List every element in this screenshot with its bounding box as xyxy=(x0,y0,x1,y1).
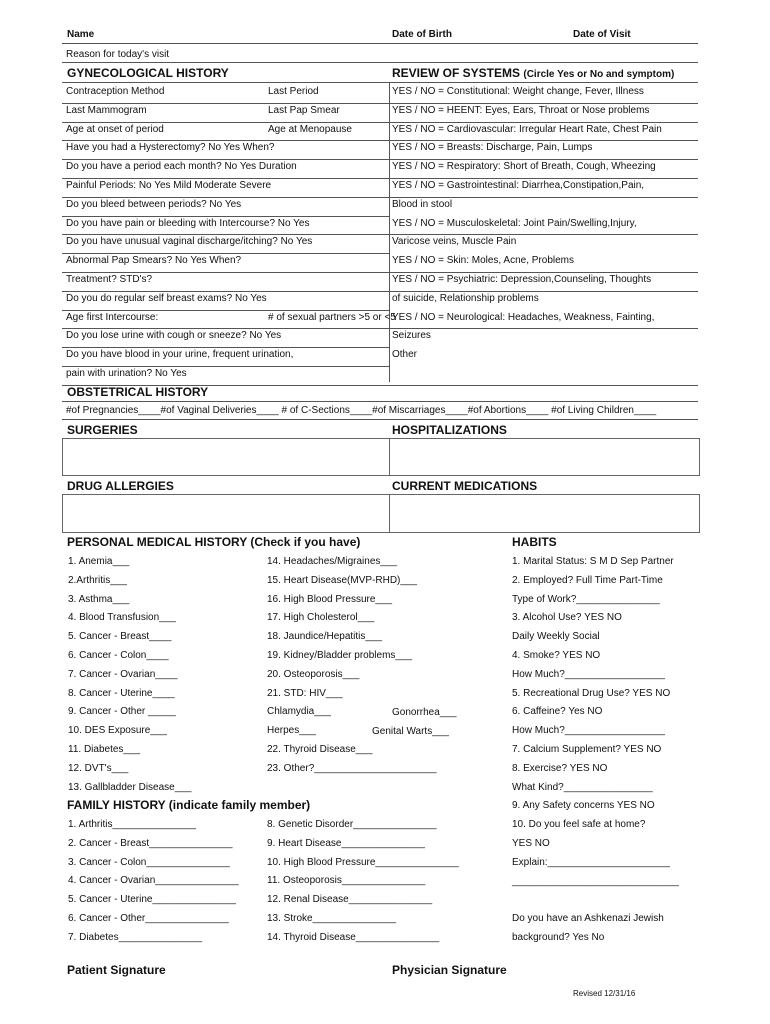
habits-item[interactable]: 10. Do you feel safe at home? xyxy=(512,819,646,831)
gyn-row[interactable]: Age first Intercourse: xyxy=(66,311,159,323)
row-divider xyxy=(62,216,389,217)
family-item[interactable]: 10. High Blood Pressure_______________ xyxy=(267,856,459,868)
row-divider xyxy=(62,347,389,348)
habits-item[interactable]: 7. Calcium Supplement? YES NO xyxy=(512,744,662,755)
pmh-item[interactable]: 3. Asthma___ xyxy=(68,593,130,605)
family-item[interactable]: 9. Heart Disease_______________ xyxy=(267,837,425,849)
family-item[interactable]: 11. Osteoporosis_______________ xyxy=(267,875,426,887)
ros-row[interactable]: of suicide, Relationship problems xyxy=(392,292,539,304)
pmh-item[interactable]: 2.Arthritis___ xyxy=(68,574,127,586)
row-divider xyxy=(62,197,698,198)
row-divider xyxy=(62,272,698,273)
row-divider xyxy=(62,310,389,311)
gyn-row[interactable]: Abnormal Pap Smears? No Yes When? xyxy=(66,255,242,267)
row-divider xyxy=(62,122,698,123)
gyn-row[interactable]: Do you have a period each month? No Yes Duration xyxy=(66,161,297,173)
pmh-item[interactable]: 21. STD: HIV___ xyxy=(267,687,343,699)
ros-row[interactable]: YES / NO = Gastrointestinal: Diarrhea,Constipation,Pain, xyxy=(392,180,645,191)
ros-row[interactable]: YES / NO = Constitutional: Weight change, Fever, Illness xyxy=(392,86,644,97)
ros-row[interactable]: YES / NO = Psychiatric: Depression,Counseling, Thoughts xyxy=(392,274,652,285)
habits-item[interactable]: 3. Alcohol Use? YES NO xyxy=(512,612,622,624)
pmh-item[interactable]: 9. Cancer - Other _____ xyxy=(68,706,176,718)
current-medications-title: CURRENT MEDICATIONS xyxy=(392,479,538,493)
gyn-row[interactable]: Have you had a Hysterectomy? No Yes When? xyxy=(66,142,275,154)
habits-item[interactable]: 5. Recreational Drug Use? YES NO xyxy=(512,687,671,699)
pmh-item-gonorrhea[interactable]: Gonorrhea___ xyxy=(392,707,457,718)
ros-row[interactable]: YES / NO = Neurological: Headaches, Weakness, Fainting, xyxy=(392,311,655,323)
pmh-item[interactable]: 13. Gallbladder Disease___ xyxy=(68,781,192,793)
pmh-item[interactable]: 5. Cancer - Breast____ xyxy=(68,631,172,643)
revised-date: Revised 12/31/16 xyxy=(573,989,636,998)
gyn-row[interactable]: Do you have blood in your urine, frequent urination, xyxy=(66,349,294,361)
habits-item[interactable]: 6. Caffeine? Yes NO xyxy=(512,706,603,718)
name-label: Name xyxy=(67,29,95,40)
pmh-item[interactable]: 20. Osteoporosis___ xyxy=(267,668,360,680)
gyn-row-field[interactable]: Last Period xyxy=(268,86,319,97)
family-item[interactable]: 2. Cancer - Breast_______________ xyxy=(68,837,233,849)
family-item[interactable]: 1. Arthritis_______________ xyxy=(68,819,196,830)
gyn-row[interactable]: Contraception Method xyxy=(66,86,165,97)
habits-item[interactable]: Do you have an Ashkenazi Jewish xyxy=(512,913,664,925)
gyn-row[interactable]: Painful Periods: No Yes Mild Moderate Severe xyxy=(66,180,272,191)
gyn-row[interactable]: Do you have pain or bleeding with Intercourse? No Yes xyxy=(66,217,310,229)
pmh-item[interactable]: 6. Cancer - Colon____ xyxy=(68,650,169,661)
family-item[interactable]: 3. Cancer - Colon_______________ xyxy=(68,856,230,868)
habits-item[interactable]: 1. Marital Status: S M D Sep Partner xyxy=(512,556,674,567)
ros-row[interactable]: Seizures xyxy=(392,330,431,342)
habits-item[interactable]: ______________________________ xyxy=(512,875,679,887)
pmh-item[interactable]: 17. High Cholesterol___ xyxy=(267,612,375,624)
pmh-item[interactable]: Herpes___ xyxy=(267,725,316,737)
row-divider xyxy=(62,328,698,329)
pmh-item[interactable]: 1. Anemia___ xyxy=(68,556,130,567)
gyn-row-field[interactable]: Age at Menopause xyxy=(268,123,352,135)
family-item[interactable]: 8. Genetic Disorder_______________ xyxy=(267,819,437,830)
pmh-item[interactable]: 16. High Blood Pressure___ xyxy=(267,593,393,605)
visit-date-label: Date of Visit xyxy=(573,29,631,40)
obstetrical-title: OBSTETRICAL HISTORY xyxy=(67,385,209,399)
gyn-row[interactable]: Treatment? STD's? xyxy=(66,274,153,285)
ros-row[interactable]: YES / NO = HEENT: Eyes, Ears, Throat or Nose problems xyxy=(392,104,650,116)
gyn-row-field[interactable]: Last Pap Smear xyxy=(268,104,340,116)
pmh-item[interactable]: 12. DVT's___ xyxy=(68,762,129,774)
habits-item[interactable]: 8. Exercise? YES NO xyxy=(512,762,608,774)
gyn-row[interactable]: Last Mammogram xyxy=(66,104,147,116)
habits-item[interactable]: How Much?__________________ xyxy=(512,725,665,737)
row-divider xyxy=(62,140,698,141)
ros-row[interactable]: YES / NO = Cardiovascular: Irregular Heart Rate, Chest Pain xyxy=(392,123,662,135)
pmh-item-genital-warts[interactable]: Genital Warts___ xyxy=(372,726,449,737)
row-divider xyxy=(62,159,698,160)
family-item[interactable]: 13. Stroke_______________ xyxy=(267,913,397,924)
pmh-item[interactable]: Chlamydia___ xyxy=(267,706,331,718)
gyn-row-field[interactable]: # of sexual partners >5 or <5 xyxy=(268,311,396,323)
row-divider xyxy=(62,234,698,235)
row-divider xyxy=(62,103,698,104)
surgeries-title: SURGERIES xyxy=(67,423,138,437)
pmh-item[interactable]: 23. Other?______________________ xyxy=(267,762,437,774)
gyn-row[interactable]: Do you have unusual vaginal discharge/itching? No Yes xyxy=(66,236,313,248)
ros-row[interactable]: Blood in stool xyxy=(392,198,453,210)
habits-item[interactable]: 9. Any Safety concerns YES NO xyxy=(512,800,655,812)
family-item[interactable]: 4. Cancer - Ovarian_______________ xyxy=(68,875,239,887)
habits-item[interactable]: YES NO xyxy=(512,838,550,849)
habits-item[interactable]: background? Yes No xyxy=(512,932,605,943)
ros-row[interactable]: YES / NO = Breasts: Discharge, Pain, Lumps xyxy=(392,142,593,154)
ros-title: REVIEW OF SYSTEMS (Circle Yes or No and symptom) xyxy=(392,66,675,80)
hospitalizations-title: HOSPITALIZATIONS xyxy=(392,423,507,437)
current-medications-field[interactable] xyxy=(389,494,700,533)
habits-item[interactable]: Daily Weekly Social xyxy=(512,631,600,643)
family-item[interactable]: 14. Thyroid Disease_______________ xyxy=(267,931,440,943)
ros-row[interactable]: YES / NO = Respiratory: Short of Breath, Cough, Wheezing xyxy=(392,161,656,173)
ros-row[interactable]: Other xyxy=(392,349,418,361)
row-divider xyxy=(62,253,389,254)
habits-item[interactable]: 4. Smoke? YES NO xyxy=(512,650,601,661)
family-title: FAMILY HISTORY (indicate family member) xyxy=(67,798,311,812)
pmh-item[interactable]: 11. Diabetes___ xyxy=(68,744,141,755)
drug-allergies-field[interactable] xyxy=(62,494,390,533)
pmh-item[interactable]: 4. Blood Transfusion___ xyxy=(68,612,176,624)
gyn-title: GYNECOLOGICAL HISTORY xyxy=(67,66,229,80)
gyn-row[interactable]: pain with urination? No Yes xyxy=(66,368,187,379)
hospitalizations-field[interactable] xyxy=(389,438,700,476)
reason-label: Reason for today's visit xyxy=(66,49,170,60)
gyn-row[interactable]: Do you lose urine with cough or sneeze? No Yes xyxy=(66,330,282,342)
pmh-item[interactable]: 8. Cancer - Uterine____ xyxy=(68,687,175,699)
patient-signature-label: Patient Signature xyxy=(67,963,166,977)
ros-row[interactable]: YES / NO = Skin: Moles, Acne, Problems xyxy=(392,255,575,267)
pmh-item[interactable]: 15. Heart Disease(MVP-RHD)___ xyxy=(267,574,418,586)
row-divider xyxy=(62,366,389,367)
habits-item[interactable]: How Much?__________________ xyxy=(512,668,665,680)
ros-row[interactable]: YES / NO = Musculoskeletal: Joint Pain/Swelling,Injury, xyxy=(392,217,637,229)
family-item[interactable]: 7. Diabetes_______________ xyxy=(68,931,203,943)
family-item[interactable]: 5. Cancer - Uterine_______________ xyxy=(68,894,236,906)
pmh-title: PERSONAL MEDICAL HISTORY (Check if you have) xyxy=(67,535,361,549)
ros-row[interactable]: Varicose veins, Muscle Pain xyxy=(392,236,517,248)
habits-item[interactable]: Type of Work?_______________ xyxy=(512,593,660,605)
pmh-item[interactable]: 19. Kidney/Bladder problems___ xyxy=(267,650,413,661)
pmh-item[interactable]: 7. Cancer - Ovarian____ xyxy=(68,668,178,680)
drug-allergies-title: DRUG ALLERGIES xyxy=(67,479,174,493)
pmh-item[interactable]: 10. DES Exposure___ xyxy=(68,725,167,737)
surgeries-field[interactable] xyxy=(62,438,390,476)
habits-item[interactable]: 2. Employed? Full Time Part-Time xyxy=(512,574,663,586)
family-item[interactable]: 12. Renal Disease_______________ xyxy=(267,894,433,906)
dob-label: Date of Birth xyxy=(392,29,452,40)
pmh-item[interactable]: 14. Headaches/Migraines___ xyxy=(267,556,398,567)
row-divider xyxy=(62,291,698,292)
physician-signature-label: Physician Signature xyxy=(392,963,507,977)
row-divider xyxy=(62,178,698,179)
gyn-row[interactable]: Age at onset of period xyxy=(66,123,164,135)
habits-item[interactable]: Explain:______________________ xyxy=(512,856,670,868)
gyn-row[interactable]: Do you bleed between periods? No Yes xyxy=(66,198,242,210)
habits-item[interactable]: What Kind?________________ xyxy=(512,781,653,793)
obstetrical-line: #of Pregnancies____#of Vaginal Deliveries____ # of C-Sections____#of Miscarriages____#of Abortions____ #of Living Children____ xyxy=(66,405,657,416)
pmh-item[interactable]: 18. Jaundice/Hepatitis___ xyxy=(267,631,383,643)
gyn-row[interactable]: Do you do regular self breast exams? No Yes xyxy=(66,292,267,304)
family-item[interactable]: 6. Cancer - Other_______________ xyxy=(68,913,229,924)
pmh-item[interactable]: 22. Thyroid Disease___ xyxy=(267,744,373,755)
habits-title: HABITS xyxy=(512,535,557,549)
